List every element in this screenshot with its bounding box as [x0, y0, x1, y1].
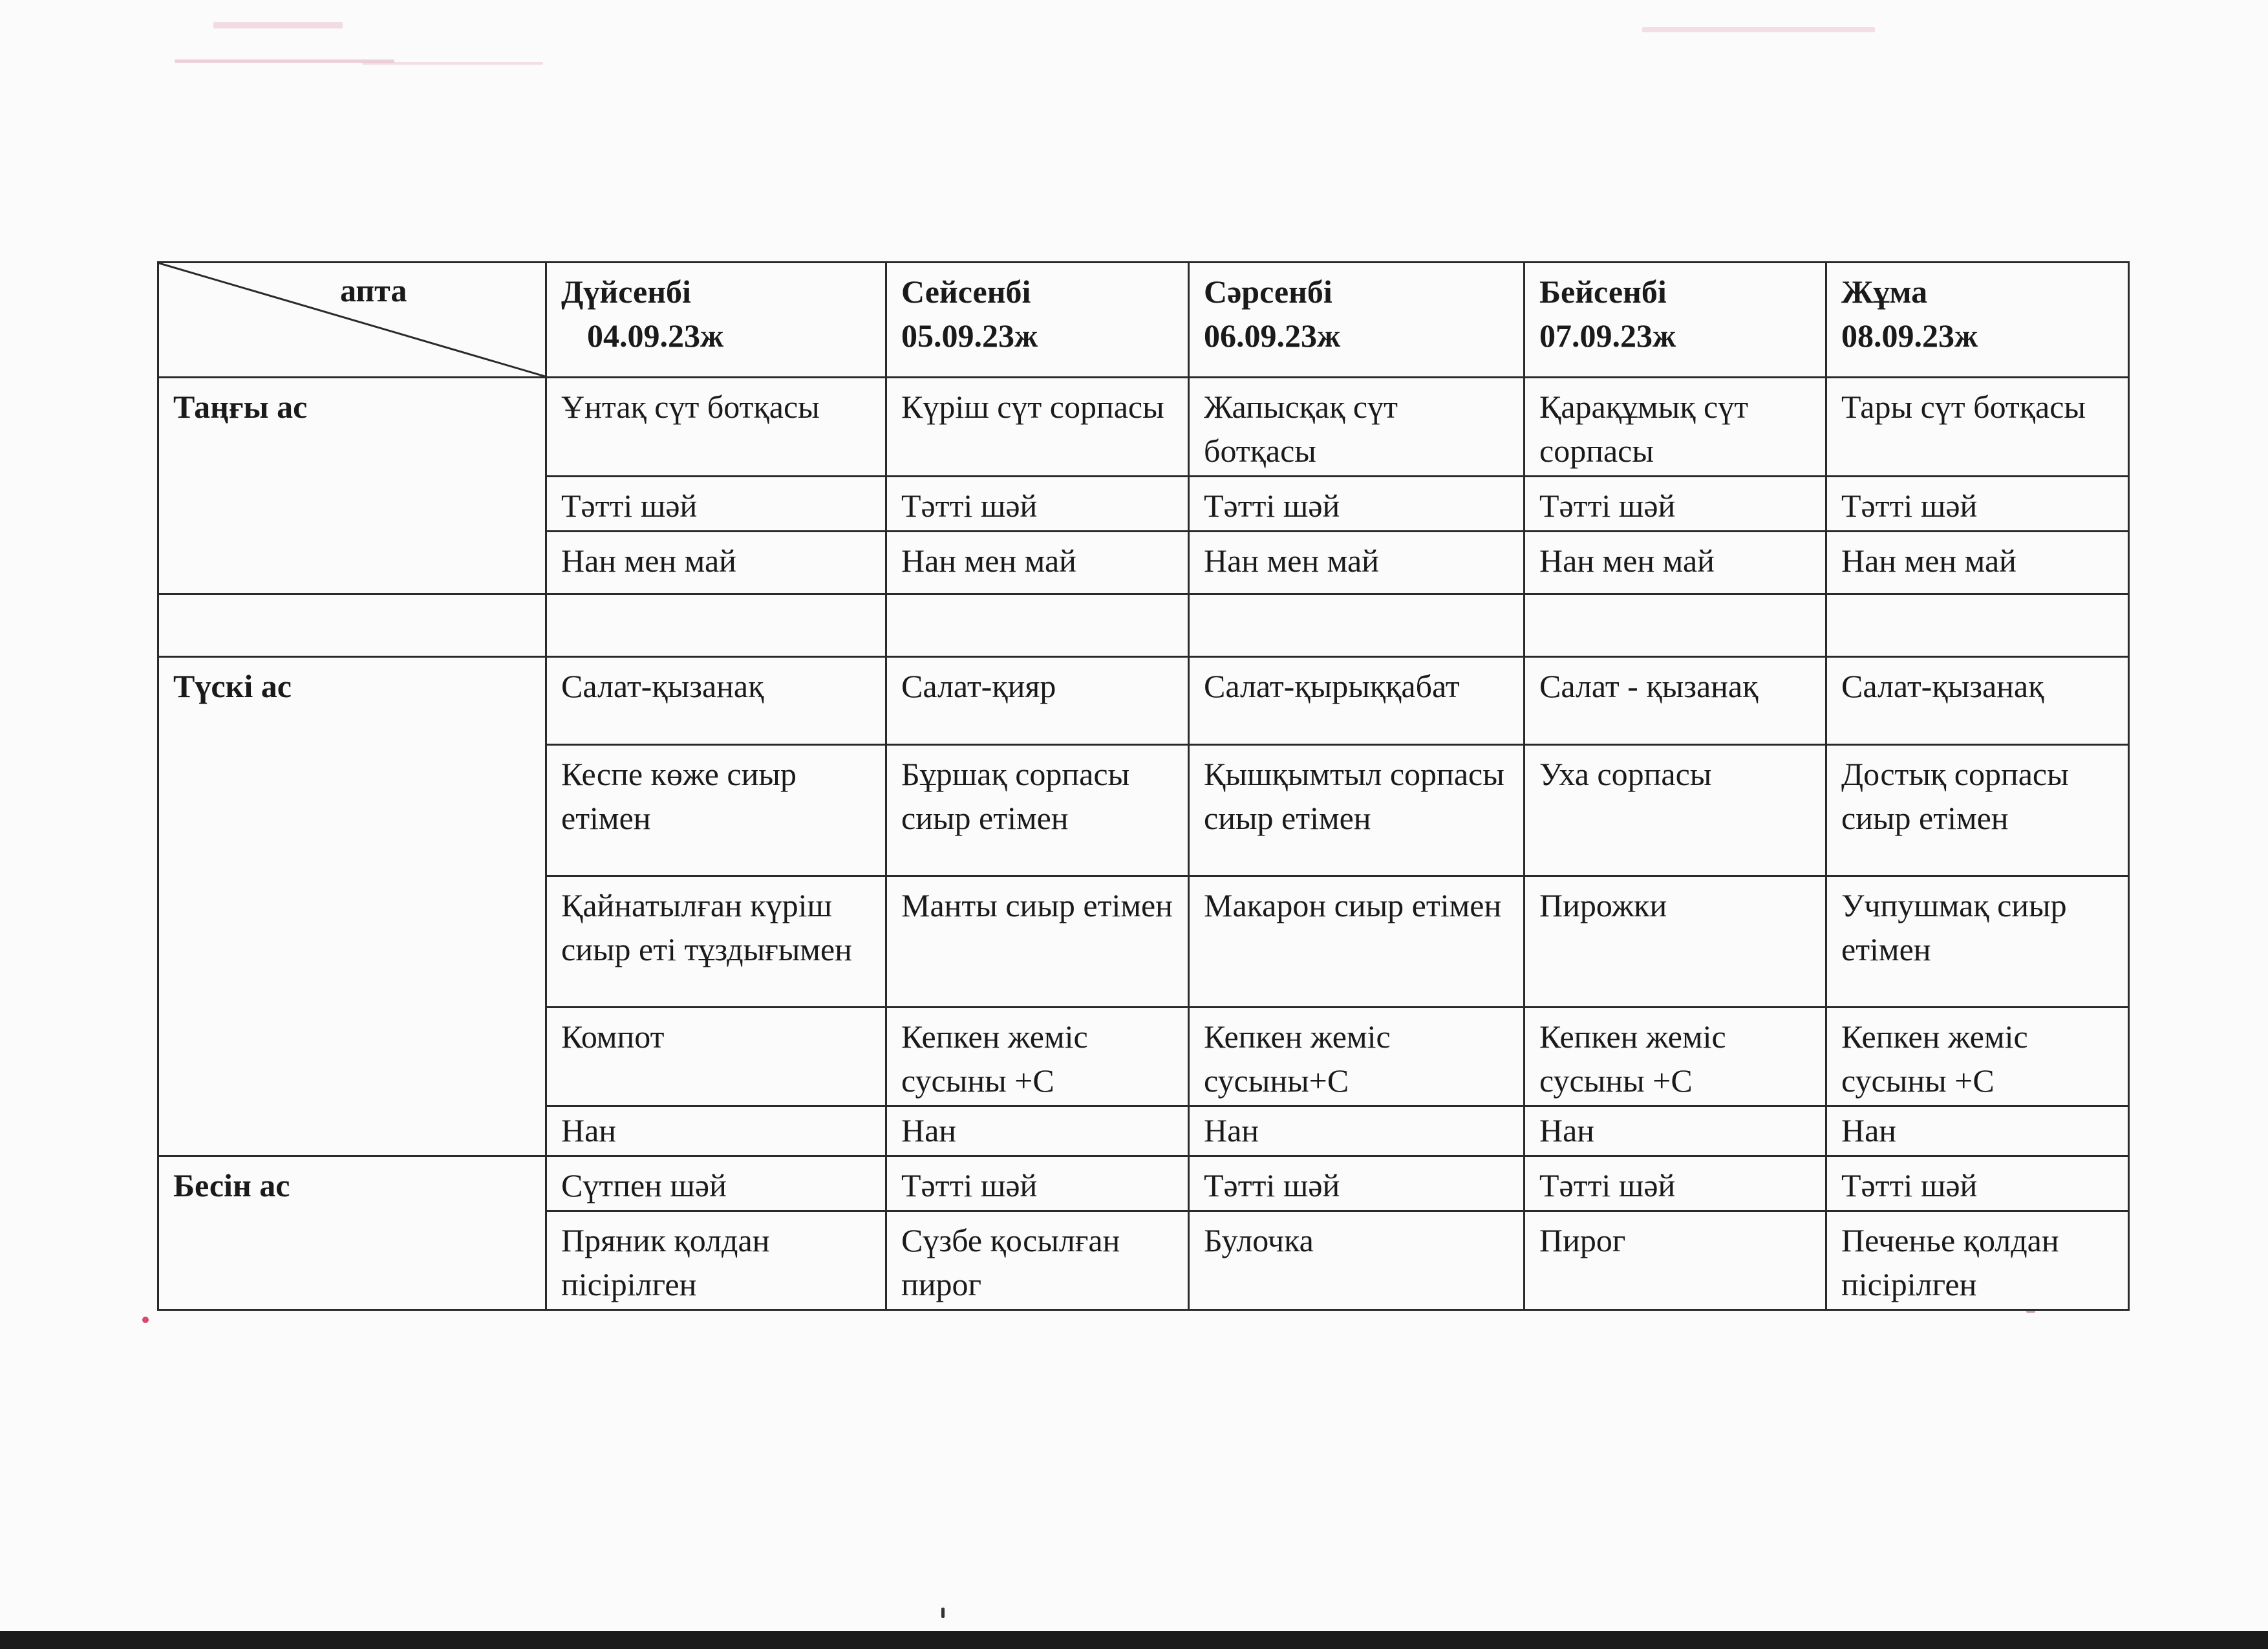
- menu-cell: Бұршақ сорпасы сиыр етімен: [886, 745, 1189, 876]
- empty-row: [158, 594, 2129, 657]
- menu-cell: Күріш сүт сорпасы: [886, 378, 1189, 477]
- menu-cell: Нан: [1524, 1106, 1826, 1156]
- day-date: 04.09.23ж: [587, 318, 724, 354]
- scan-mark: [175, 59, 394, 63]
- snack-row: [158, 1156, 2129, 1211]
- week-corner-cell: [158, 263, 546, 378]
- menu-cell: Нан мен май: [546, 532, 886, 594]
- lunch-row: [158, 657, 2129, 745]
- day-name: Бейсенбі: [1539, 274, 1667, 310]
- lunch-label: Түскі ас: [158, 657, 546, 1156]
- breakfast-label: Таңғы ас: [158, 378, 546, 594]
- menu-cell: Нан мен май: [1826, 532, 2129, 594]
- menu-cell: Манты сиыр етімен: [886, 876, 1189, 1008]
- day-header-thursday: [1524, 263, 1826, 378]
- day-date: 06.09.23ж: [1204, 318, 1341, 354]
- scan-mark: [213, 22, 343, 28]
- menu-cell: Уха сорпасы: [1524, 745, 1826, 876]
- menu-cell: Тәтті шәй: [1524, 1156, 1826, 1211]
- menu-cell: Тәтті шәй: [1189, 477, 1524, 532]
- empty-cell: [1826, 594, 2129, 657]
- menu-cell: Кепкен жеміс сусыны +С: [1826, 1008, 2129, 1106]
- menu-cell: Пряник қолдан пісірілген: [546, 1211, 886, 1310]
- scan-mark: [142, 1317, 149, 1323]
- menu-cell: Нан: [1189, 1106, 1524, 1156]
- menu-cell: Нан мен май: [1189, 532, 1524, 594]
- scan-mark: [1642, 27, 1875, 32]
- menu-cell: Салат-қызанақ: [1826, 657, 2129, 745]
- empty-cell: [158, 594, 546, 657]
- menu-cell: Қышқымтыл сорпасы сиыр етімен: [1189, 745, 1524, 876]
- menu-cell: Салат-қызанақ: [546, 657, 886, 745]
- menu-cell: Нан мен май: [886, 532, 1189, 594]
- menu-cell: Сүзбе қосылған пирог: [886, 1211, 1189, 1310]
- scan-mark: [941, 1608, 945, 1618]
- menu-cell: Салат-қияр: [886, 657, 1189, 745]
- menu-cell: Салат - қызанақ: [1524, 657, 1826, 745]
- menu-cell: Қайнатылған күріш сиыр еті тұздығымен: [546, 876, 886, 1008]
- empty-cell: [1189, 594, 1524, 657]
- day-header-wednesday: [1189, 263, 1524, 378]
- menu-cell: Макарон сиыр етімен: [1189, 876, 1524, 1008]
- menu-cell: Тәтті шәй: [1524, 477, 1826, 532]
- scan-bottom-edge: [0, 1631, 2268, 1649]
- menu-cell: Тәтті шәй: [1826, 1156, 2129, 1211]
- menu-cell: Компот: [546, 1008, 886, 1106]
- menu-cell: Кепкен жеміс сусыны+С: [1189, 1008, 1524, 1106]
- menu-cell: Жапысқақ сүт ботқасы: [1189, 378, 1524, 477]
- header-row: [158, 263, 2129, 378]
- empty-cell: [546, 594, 886, 657]
- week-label: апта: [340, 272, 407, 308]
- scan-mark: [362, 62, 543, 65]
- day-name: Сәрсенбі: [1204, 274, 1332, 310]
- day-name: Дүйсенбі: [561, 274, 691, 310]
- day-date: 05.09.23ж: [901, 318, 1038, 354]
- menu-cell: Ұнтақ сүт ботқасы: [546, 378, 886, 477]
- menu-cell: Салат-қырыққабат: [1189, 657, 1524, 745]
- menu-cell: Сүтпен шәй: [546, 1156, 886, 1211]
- menu-cell: Достық сорпасы сиыр етімен: [1826, 745, 2129, 876]
- day-name: Сейсенбі: [901, 274, 1031, 310]
- menu-cell: Нан: [546, 1106, 886, 1156]
- menu-cell: Қарақұмық сүт сорпасы: [1524, 378, 1826, 477]
- menu-cell: Пирожки: [1524, 876, 1826, 1008]
- day-header-monday: [546, 263, 886, 378]
- day-header-friday: [1826, 263, 2129, 378]
- menu-cell: Тәтті шәй: [546, 477, 886, 532]
- menu-cell: Кеспе көже сиыр етімен: [546, 745, 886, 876]
- menu-cell: Кепкен жеміс сусыны +С: [886, 1008, 1189, 1106]
- day-date: 07.09.23ж: [1539, 318, 1676, 354]
- day-date: 08.09.23ж: [1841, 318, 1978, 354]
- menu-cell: Пирог: [1524, 1211, 1826, 1310]
- menu-cell: Булочка: [1189, 1211, 1524, 1310]
- empty-cell: [886, 594, 1189, 657]
- menu-cell: Тәтті шәй: [886, 1156, 1189, 1211]
- menu-cell: Тәтті шәй: [1189, 1156, 1524, 1211]
- menu-cell: Учпушмақ сиыр етімен: [1826, 876, 2129, 1008]
- menu-cell: Тәтті шәй: [1826, 477, 2129, 532]
- menu-cell: Нан мен май: [1524, 532, 1826, 594]
- snack-label: Бесін ас: [158, 1156, 546, 1310]
- menu-cell: Тары сүт ботқасы: [1826, 378, 2129, 477]
- menu-cell: Нан: [886, 1106, 1189, 1156]
- menu-cell: Тәтті шәй: [886, 477, 1189, 532]
- day-header-tuesday: [886, 263, 1189, 378]
- menu-cell: Кепкен жеміс сусыны +С: [1524, 1008, 1826, 1106]
- breakfast-row: [158, 378, 2129, 477]
- weekly-menu-table: [157, 261, 2130, 1311]
- menu-cell: Печенье қолдан пісірілген: [1826, 1211, 2129, 1310]
- menu-cell: Нан: [1826, 1106, 2129, 1156]
- day-name: Жұма: [1841, 274, 1928, 310]
- empty-cell: [1524, 594, 1826, 657]
